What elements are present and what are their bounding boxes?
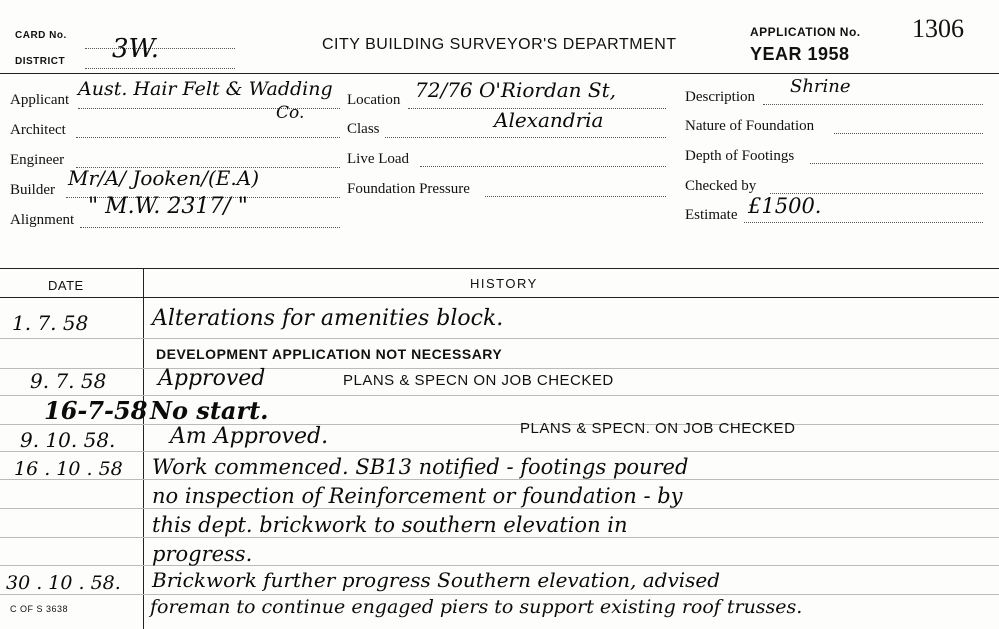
class-line bbox=[385, 137, 666, 138]
history-top-rule bbox=[0, 268, 999, 269]
estimate-value: £1500. bbox=[748, 194, 822, 218]
year-label: YEAR 1958 bbox=[750, 44, 850, 64]
location-value: 72/76 O'Riordan St, bbox=[415, 78, 617, 102]
district-line bbox=[85, 68, 235, 69]
estimate-line bbox=[744, 222, 983, 223]
card-no-line bbox=[85, 48, 235, 49]
history-date: 30 . 10 . 58. bbox=[6, 572, 121, 594]
date-header: DATE bbox=[48, 278, 84, 293]
applicant-label: Applicant bbox=[10, 92, 70, 108]
history-entry: no inspection of Reinforcement or foundation - by bbox=[152, 484, 683, 508]
history-entry: Brickwork further progress Southern elevation, advised bbox=[152, 568, 721, 592]
header-rule bbox=[0, 73, 999, 74]
live-load-line bbox=[420, 166, 666, 167]
history-entry: No start. bbox=[150, 396, 269, 425]
foundation-pressure-line bbox=[485, 196, 666, 197]
district-label: DISTRICT bbox=[15, 56, 66, 67]
engineer-label: Engineer bbox=[10, 152, 65, 168]
description-line bbox=[763, 104, 983, 105]
architect-label: Architect bbox=[10, 122, 66, 138]
history-stamp: DEVELOPMENT APPLICATION NOT NECESSARY bbox=[156, 346, 503, 362]
ruled-line bbox=[0, 479, 999, 480]
location-label: Location bbox=[347, 92, 401, 108]
checked-by-label: Checked by bbox=[685, 178, 757, 194]
history-entry: Alterations for amenities block. bbox=[152, 306, 504, 331]
alignment-value: " M.W. 2317/ " bbox=[88, 194, 248, 219]
history-entry: progress. bbox=[152, 542, 253, 566]
depth-of-footings-label: Depth of Footings bbox=[685, 148, 795, 164]
history-date: 1. 7. 58 bbox=[12, 311, 89, 335]
history-date: 9. 7. 58 bbox=[30, 369, 107, 393]
architect-line bbox=[76, 137, 340, 138]
description-label: Description bbox=[685, 89, 755, 105]
nature-of-foundation-label: Nature of Foundation bbox=[685, 118, 815, 134]
history-header: HISTORY bbox=[470, 276, 538, 291]
alignment-line bbox=[80, 227, 340, 228]
builder-value: Mr/A/ Jooken/(E.A) bbox=[68, 166, 259, 190]
ruled-line bbox=[0, 537, 999, 538]
ruled-line bbox=[0, 368, 999, 369]
history-date: 9. 10. 58. bbox=[20, 428, 116, 452]
ruled-line bbox=[0, 451, 999, 452]
nature-line bbox=[834, 133, 983, 134]
form-code: C OF S 3638 bbox=[10, 604, 69, 614]
history-stamp: PLANS & SPECN ON JOB CHECKED bbox=[343, 372, 614, 389]
application-no-label: APPLICATION No. bbox=[750, 25, 861, 39]
history-stamp: PLANS & SPECN. ON JOB CHECKED bbox=[520, 420, 796, 437]
history-date: 16-7-58 bbox=[44, 396, 148, 425]
date-column-divider bbox=[143, 268, 144, 629]
live-load-label: Live Load bbox=[347, 151, 410, 167]
district-value: 3W. bbox=[112, 34, 159, 64]
history-entry: foreman to continue engaged piers to support existing roof trusses. bbox=[150, 596, 803, 618]
applicant-value: Aust. Hair Felt & Wadding bbox=[78, 78, 333, 100]
history-entry: this dept. brickwork to southern elevation in bbox=[152, 513, 628, 537]
location-value-2: Alexandria bbox=[494, 108, 604, 132]
ruled-line bbox=[0, 508, 999, 509]
history-entry: Work commenced. SB13 notified - footings poured bbox=[152, 455, 689, 479]
description-value: Shrine bbox=[790, 76, 851, 97]
foundation-pressure-label: Foundation Pressure bbox=[347, 181, 470, 197]
depth-line bbox=[810, 163, 983, 164]
ruled-line bbox=[0, 338, 999, 339]
department-title: CITY BUILDING SURVEYOR'S DEPARTMENT bbox=[322, 36, 677, 53]
class-label: Class bbox=[347, 121, 380, 137]
alignment-label: Alignment bbox=[10, 212, 75, 228]
history-header-rule bbox=[0, 297, 999, 298]
history-entry: Am Approved. bbox=[170, 424, 329, 449]
card-no-label: CARD No. bbox=[15, 30, 67, 41]
ruled-line bbox=[0, 565, 999, 566]
applicant-value-2: Co. bbox=[276, 103, 305, 123]
history-date: 16 . 10 . 58 bbox=[14, 458, 123, 480]
application-no: 1306 bbox=[912, 14, 964, 43]
builder-label: Builder bbox=[10, 182, 55, 198]
history-entry: Approved bbox=[158, 366, 266, 391]
ruled-line bbox=[0, 594, 999, 595]
estimate-label: Estimate bbox=[685, 207, 738, 223]
